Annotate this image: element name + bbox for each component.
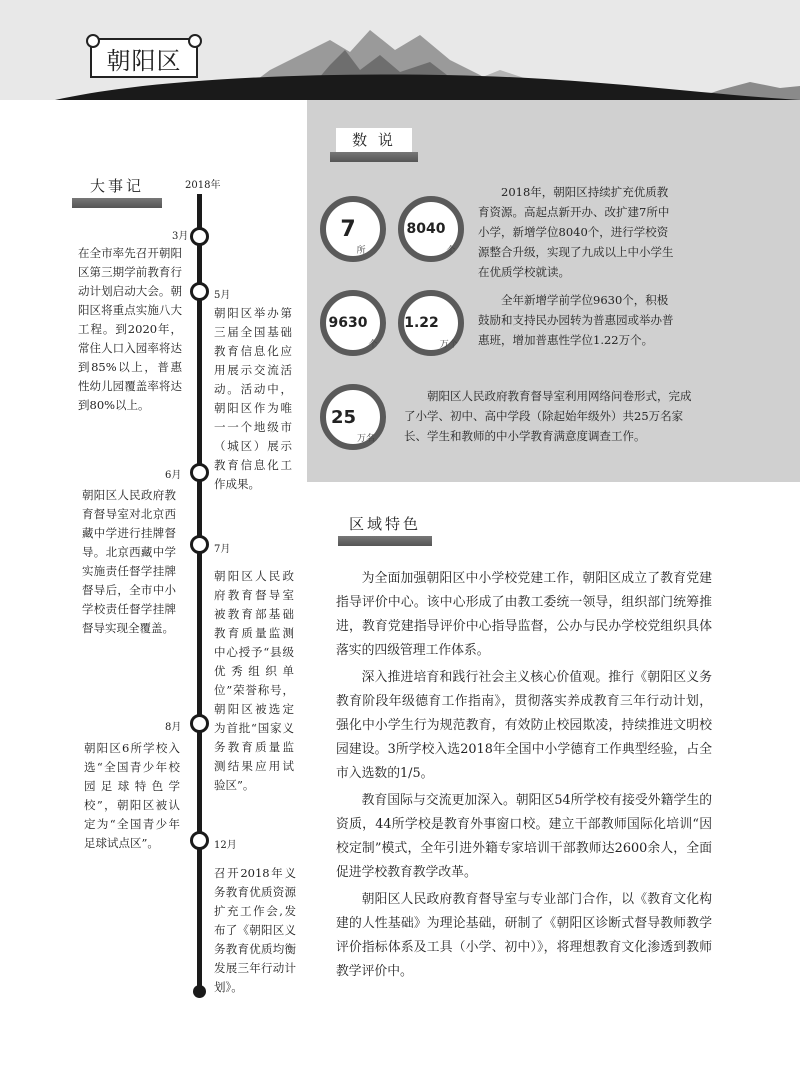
event-month: 8月 bbox=[165, 722, 182, 733]
feature-section-label-text: 区域特色 bbox=[346, 512, 424, 536]
stat-unit: 个 bbox=[368, 340, 378, 350]
timeline-node bbox=[190, 227, 209, 246]
stat-description: 2018年，朝阳区持续扩充优质教育资源。高起点新开办、改扩建7所中小学，新增学位8040个，进行学校资源整合升级，实现了九成以上中小学生在优质学校就读。 bbox=[478, 185, 674, 279]
event-month: 5月 bbox=[214, 290, 231, 301]
timeline-label-text: 大事记 bbox=[86, 174, 148, 198]
article-paragraph: 教育国际与交流更加深入。朝阳区54所学校有接受外籍学生的资质，44所学校是教育外事窗口校。建立干部教师国际化培训“因校定制”模式，全年引进外籍专家培训干部教师达2600余人，全面促进学校教育教学改革。 bbox=[336, 793, 712, 880]
stat-circle bbox=[398, 196, 464, 262]
stat-unit: 万名 bbox=[357, 434, 376, 444]
feature-section-label-bar bbox=[338, 536, 432, 546]
stat-circle bbox=[398, 290, 464, 356]
stat-unit: 万个 bbox=[439, 340, 458, 350]
feature-section-label bbox=[338, 512, 432, 546]
event-text: 召开2018年义务教育优质资源扩充工作会,发布了《朝阳区义务教育优质均衡发展三年行动计划》。 bbox=[214, 866, 296, 994]
timeline-line bbox=[197, 194, 202, 992]
feature-article bbox=[336, 567, 712, 987]
stat-description: 朝阳区人民政府教育督导室利用网络问卷形式，完成了小学、初中、高中学段（除起始年级外）共25万名家长、学生和教师的中小学教育满意度调查工作。 bbox=[404, 389, 692, 443]
event-month: 3月 bbox=[172, 231, 189, 242]
stat-value: 1.22 bbox=[404, 315, 439, 331]
page-title: 朝阳区 bbox=[90, 38, 198, 78]
timeline-node bbox=[190, 535, 209, 554]
timeline-year: 2018年 bbox=[185, 180, 221, 191]
article-paragraph: 为全面加强朝阳区中小学校党建工作，朝阳区成立了教育党建指导评价中心。该中心形成了由教工委统一领导，组织部门统筹推进，教育党建指导评价中心指导监督，公办与民办学校党组织具体落实的四级管理工作体系。 bbox=[336, 571, 712, 658]
stat-value: 7 bbox=[340, 216, 356, 242]
event-text: 在全市率先召开朝阳区第三期学前教育行动计划启动大会。朝阳区将重点实施八大工程。到2020年，常住人口入园率将达到85%以上，普惠性幼儿园覆盖率将达到80%以上。 bbox=[78, 246, 182, 412]
event-text: 朝阳区举办第三届全国基础教育信息化应用展示交流活动。活动中，朝阳区作为唯一一个地级市（城区）展示教育信息化工作成果。 bbox=[214, 306, 292, 491]
timeline-node bbox=[190, 463, 209, 482]
article-paragraph: 深入推进培育和践行社会主义核心价值观。推行《朝阳区义务教育阶段年级德育工作指南》，贯彻落实养成教育三年行动计划，强化中小学生行为规范教育，有效防止校园欺凌，持续推进文明校园建设。3所学校入选2018年全国中小学德育工作典型经验，占全市入选数的1/5。 bbox=[336, 670, 712, 781]
timeline-node bbox=[190, 714, 209, 733]
article-paragraph: 朝阳区人民政府教育督导室与专业部门合作，以《教育文化构建的人性基础》为理论基础，研制了《朝阳区诊断式督导教师教学评价指标体系及工具（小学、初中）》，将理想教育文化渗透到教师教学评价中。 bbox=[336, 892, 712, 979]
data-section-label-bar bbox=[330, 152, 418, 162]
event-month: 7月 bbox=[214, 544, 231, 555]
event-text: 朝阳区6所学校入选“全国青少年校园足球特色学校”，朝阳区被认定为“全国青少年足球试点区”。 bbox=[84, 741, 180, 850]
stat-circle bbox=[320, 384, 386, 450]
timeline-node bbox=[190, 831, 209, 850]
stat-value: 25 bbox=[330, 406, 357, 428]
stat-circle bbox=[320, 196, 386, 262]
timeline-label bbox=[72, 174, 162, 208]
stat-description: 全年新增学前学位9630个，积极鼓励和支持民办园转为普惠园或举办普惠班，增加普惠性学位1.22万个。 bbox=[478, 293, 674, 347]
stat-circle bbox=[320, 290, 386, 356]
stat-unit: 所 bbox=[356, 246, 366, 256]
data-section-label bbox=[330, 128, 418, 162]
event-month: 6月 bbox=[165, 470, 182, 481]
stat-value: 8040 bbox=[406, 221, 446, 237]
event-month: 12月 bbox=[214, 840, 237, 851]
stat-value: 9630 bbox=[328, 315, 368, 331]
event-text: 朝阳区人民政府教育督导室对北京西藏中学进行挂牌督导。北京西藏中学实施责任督学挂牌督导后，全市中小学校责任督学挂牌督导实现全覆盖。 bbox=[82, 488, 176, 635]
header-band bbox=[0, 0, 800, 100]
timeline-node bbox=[190, 282, 209, 301]
data-section-label-text: 数 说 bbox=[336, 128, 412, 152]
event-text: 朝阳区人民政府教育督导室被教育部基础教育质量监测中心授予“县级优秀组织单位”荣誉称号，朝阳区被选定为首批“国家义务教育质量监测结果应用试验区”。 bbox=[214, 569, 294, 792]
stat-unit: 个 bbox=[446, 246, 456, 256]
timeline-end-dot bbox=[193, 985, 206, 998]
timeline-label-bar bbox=[72, 198, 162, 208]
